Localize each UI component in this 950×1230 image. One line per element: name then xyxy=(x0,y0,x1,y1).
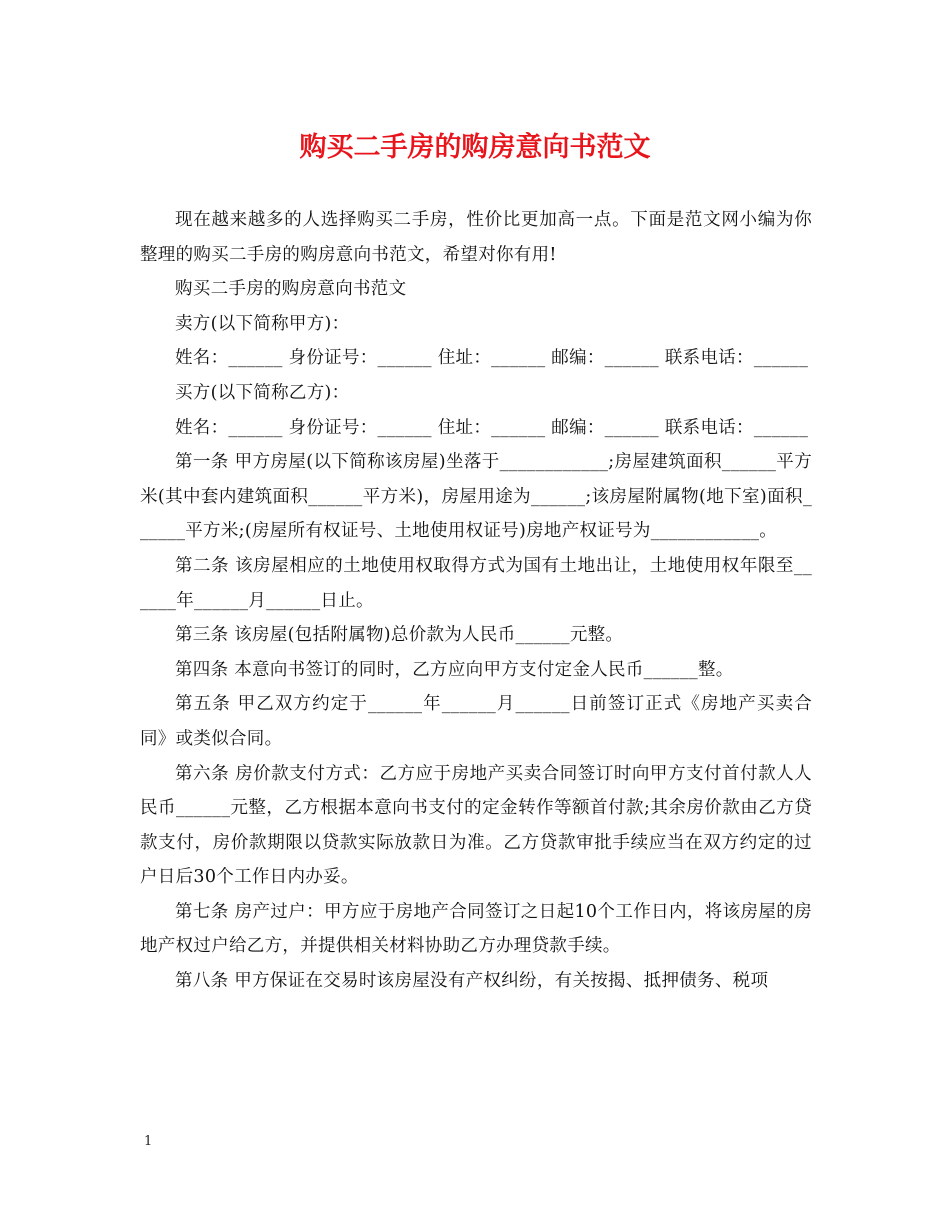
section-heading: 购买二手房的购房意向书范文 xyxy=(175,279,407,300)
buyer-info-line: 姓名：______ 身份证号：______ 住址：______ 邮编：______ 联系电话：______ xyxy=(175,417,809,438)
article-2: 第二条 该房屋相应的土地使用权取得方式为国有土地出让，土地使用权年限至______年______月______日止。 xyxy=(140,555,812,611)
seller-label: 卖方(以下简称甲方)： xyxy=(175,313,350,334)
article-1: 第一条 甲方房屋(以下简称该房屋)坐落于____________;房屋建筑面积______平方米(其中套内建筑面积______平方米)，房屋用途为______;该房屋附属物(地下室)面积______平方米;(房屋所有权证号、土地使用权证号)房地产权证号为____________。 xyxy=(140,452,812,542)
document-body xyxy=(140,203,812,999)
article-6: 第六条 房价款支付方式：乙方应于房地产买卖合同签订时向甲方支付首付款人人民币______元整，乙方根据本意向书支付的定金转作等额首付款;其余房价款由乙方贷款支付，房价款期限以贷款实际放款日为准。乙方贷款审批手续应当在双方约定的过户日后30个工作日内办妥。 xyxy=(140,763,812,888)
buyer-label: 买方(以下简称乙方)： xyxy=(175,382,350,403)
article-3: 第三条 该房屋(包括附属物)总价款为人民币______元整。 xyxy=(175,625,624,646)
article-7: 第七条 房产过户：甲方应于房地产合同签订之日起10个工作日内，将该房屋的房地产权过户给乙方，并提供相关材料协助乙方办理贷款手续。 xyxy=(140,901,812,957)
document-title: 购买二手房的购房意向书范文 xyxy=(299,132,651,163)
seller-info-line: 姓名：______ 身份证号：______ 住址：______ 邮编：______ 联系电话：______ xyxy=(175,348,809,369)
article-5: 第五条 甲乙双方约定于______年______月______日前签订正式《房地产买卖合同》或类似合同。 xyxy=(140,694,812,749)
page-number: 1 xyxy=(144,1134,153,1149)
article-8: 第八条 甲方保证在交易时该房屋没有产权纠纷，有关按揭、抵押债务、税项 xyxy=(175,971,769,992)
intro-paragraph: 现在越来越多的人选择购买二手房，性价比更加高一点。下面是范文网小编为你整理的购买二手房的购房意向书范文，希望对你有用! xyxy=(140,210,812,265)
article-4: 第四条 本意向书签订的同时，乙方应向甲方支付定金人民币______整。 xyxy=(175,659,734,680)
